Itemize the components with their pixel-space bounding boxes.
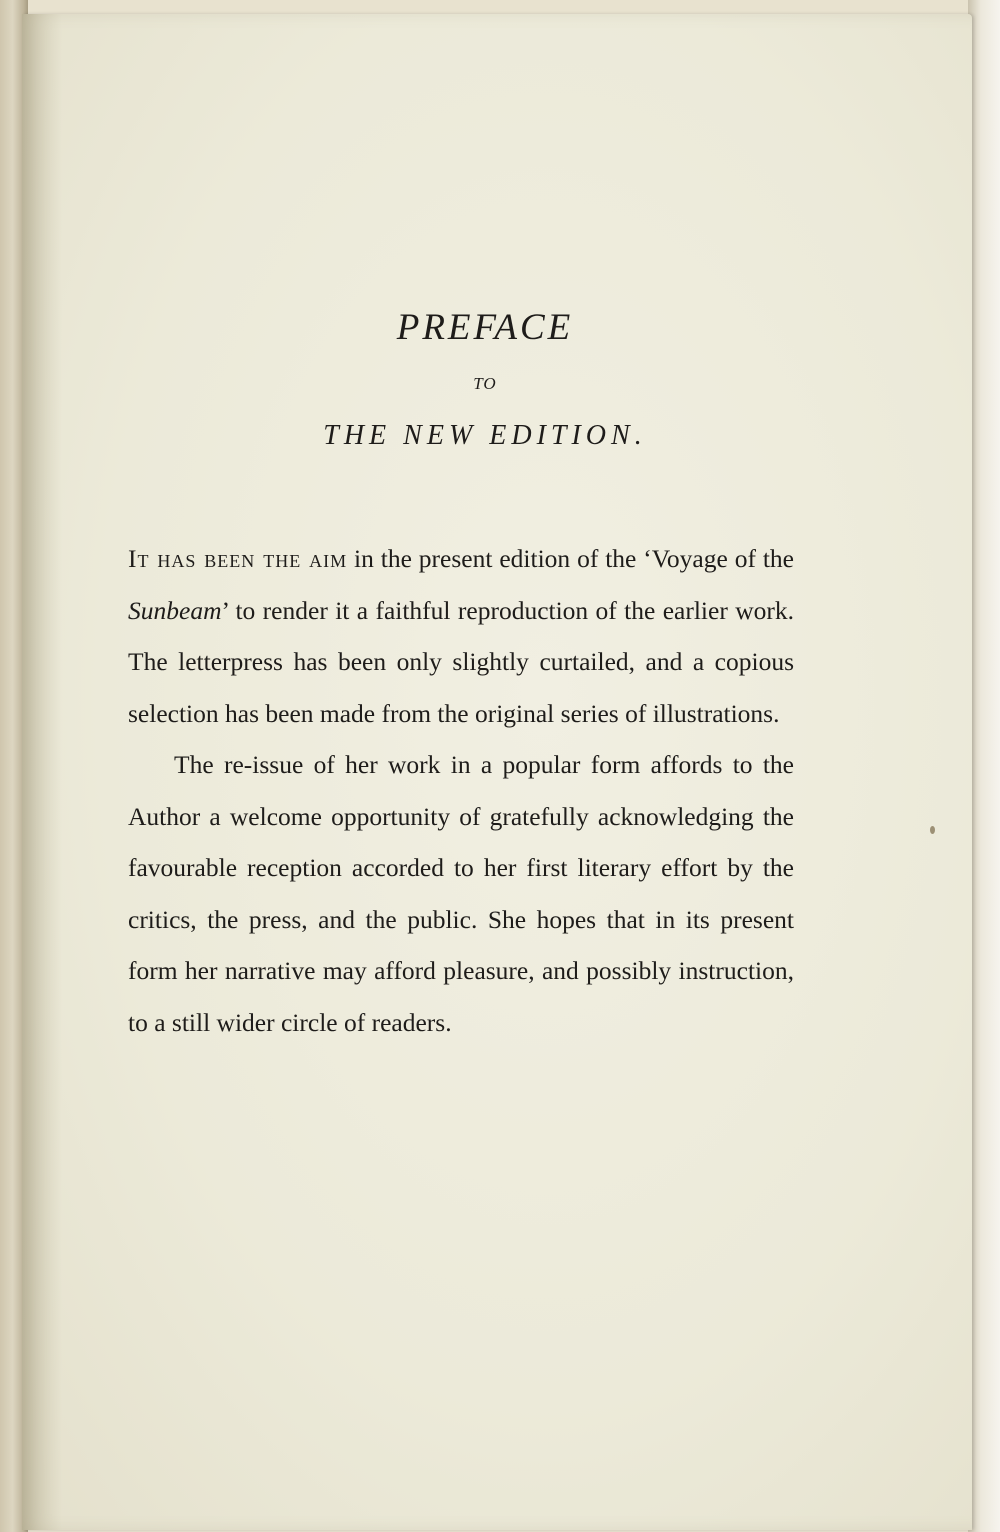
page-title: PREFACE xyxy=(396,307,574,348)
book-board-edge xyxy=(968,0,1000,1532)
preface-paragraph-2: The re-issue of her work in a popular form affords to the Author a welcome opportunity of gratefully acknowledging the favourable reception accorded to her first literary effort by the critics, the press, and the public. She hopes that in its present form her narrative may afford pleasure, and possibly instruction, to a still wider circle of readers. xyxy=(128,750,794,1037)
preface-body xyxy=(128,533,794,1048)
preface-paragraph-1 xyxy=(128,533,794,739)
title-connector: TO xyxy=(473,374,497,393)
book-page xyxy=(22,14,972,1530)
paragraph-1-text-a: in the present edition of the ‘Voyage of the xyxy=(347,544,794,573)
paragraph-lead-in: It has been the aim xyxy=(128,544,348,573)
page-subtitle: THE NEW EDITION. xyxy=(323,420,647,451)
paper-speck xyxy=(930,826,935,834)
paragraph-1-text-b: ’ to render it a faithful reproduction of the earlier work. The letterpress has been only slightly curtailed, and a copious selection has been made from the original series of illustrations. xyxy=(128,595,794,728)
book-title-italic: Sunbeam xyxy=(128,595,222,625)
